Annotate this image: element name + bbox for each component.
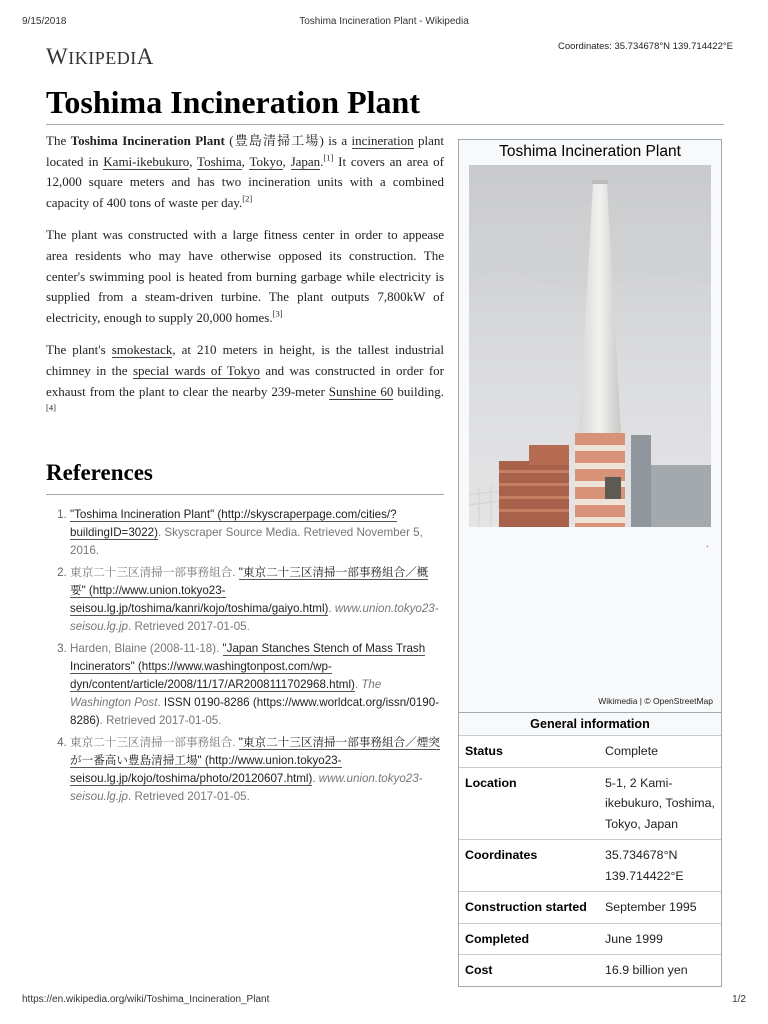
reference-author: 東京二十三区清掃一部事務組合. [70, 566, 239, 579]
logo-letter-first: W [46, 44, 69, 69]
row-label: Completed [459, 923, 599, 955]
text-run: (豊島清掃工場) is a [224, 133, 352, 148]
reference-issn-link[interactable]: ISSN 0190-8286 (https://www.worldcat.org/issn/0190-8286) [70, 696, 440, 727]
link-sunshine-60[interactable]: Sunshine 60 [328, 383, 394, 399]
reference-link[interactable]: "Toshima Incineration Plant" (http://skyscraperpage.com/cities/?buildingID=3022) [70, 508, 397, 539]
reference-link[interactable]: "Japan Stanches Stench of Mass Trash Incinerators" (https://www.washingtonpost.com/wp-dyn/content/article/2008/11/17/AR2008111702968.html) [70, 642, 426, 691]
reference-site: www.union.tokyo23-seisou.lg.jp [70, 602, 439, 633]
wikipedia-logo[interactable] [46, 44, 154, 70]
row-value: Complete [599, 736, 721, 768]
link-incineration[interactable]: incineration [351, 133, 414, 148]
coordinates-indicator[interactable]: Coordinates: 35.734678°N 139.714422°E [557, 41, 733, 52]
text-run: . [320, 153, 324, 169]
text-run: , [189, 153, 198, 169]
reference-link[interactable]: "東京二十三区清掃一部事務組合／煙突が一番高い豊島清掃工場" (http://www.union.tokyo23-seisou.lg.jp/kojo/toshima/photo/20120607.html) [70, 736, 440, 785]
reference-text: . [328, 602, 335, 615]
reference-text: . Retrieved 2017-01-05. [128, 790, 250, 803]
reference-text: . [157, 696, 164, 709]
references-heading: References [46, 460, 153, 485]
link-smokestack[interactable]: smokestack [111, 342, 173, 358]
row-label: Location [459, 767, 599, 840]
link-kami-ikebukuro[interactable]: Kami-ikebukuro [103, 153, 190, 169]
print-footer [22, 994, 746, 1008]
link-toshima[interactable]: Toshima [197, 153, 242, 169]
building-right [631, 435, 651, 527]
text-run: The plant's [46, 342, 112, 358]
print-url: https://en.wikipedia.org/wiki/Toshima_Incineration_Plant [22, 994, 270, 1005]
reference-text: . [312, 772, 319, 785]
text-run: , [241, 153, 250, 169]
text-run: The [46, 133, 71, 148]
text-run: The plant was constructed with a large fitness center in order to appease area residents who may have otherwise opposed its construction. The center's swimming pool is heated from burning garbage while electricity is supplied from a steam-driven turbine. The plant outputs 7,800kW of electricity, enough to supply 20,000 homes. [46, 227, 444, 325]
reference-text: . Retrieved 2017-01-05. [128, 620, 250, 633]
row-label: Status [459, 736, 599, 768]
citation-3[interactable]: [3] [272, 308, 283, 319]
row-value: 16.9 billion yen [599, 955, 721, 986]
row-label: Construction started [459, 892, 599, 924]
text-run: , [282, 153, 291, 169]
text-run: building. [393, 383, 444, 399]
logo-letter-last: A [136, 44, 154, 69]
text-run: , at 210 meters in height, is the tallest industrial chimney in the [46, 342, 445, 378]
smokestack-photo[interactable] [469, 165, 711, 527]
reference-item [70, 506, 444, 560]
building-left-upper [529, 445, 569, 465]
infobox-title: Toshima Incineration Plant [499, 143, 681, 160]
row-value: September 1995 [599, 892, 721, 924]
reference-text: . [354, 678, 362, 691]
infobox-row-location [459, 767, 721, 840]
citation-1[interactable]: [1] [323, 152, 334, 163]
reference-author: Harden, Blaine (2008-11-18). [70, 642, 223, 655]
infobox-table [459, 735, 721, 986]
link-japan[interactable]: Japan [290, 153, 321, 169]
reference-item [70, 640, 444, 730]
title-divider [46, 124, 724, 125]
paragraph-construction [46, 225, 444, 328]
print-page-number: 1/2 [732, 994, 746, 1005]
logo-letters-middle: IKIPEDI [68, 48, 137, 68]
row-value: June 1999 [599, 923, 721, 955]
infobox-row-coordinates [459, 840, 721, 892]
infobox-section-header: General information [459, 712, 721, 735]
print-title: Toshima Incineration Plant - Wikipedia [299, 16, 469, 27]
infobox-row-status [459, 736, 721, 768]
citation-4[interactable]: [4] [46, 402, 56, 413]
bold-subject: Toshima Incineration Plant [70, 133, 225, 148]
base-sign [605, 477, 621, 499]
text-run: and was constructed in order for exhaust from the plant to clear the nearby 239-meter [46, 362, 444, 399]
infobox-row-completed [459, 923, 721, 955]
chimney-top [592, 180, 608, 184]
print-date: 9/15/2018 [22, 16, 67, 27]
row-label: Coordinates [459, 840, 599, 892]
references-divider [46, 494, 444, 495]
infobox [458, 139, 722, 987]
paragraph-smokestack [46, 340, 444, 422]
reference-text: . Retrieved 2017-01-05. [99, 714, 222, 727]
references-list [46, 506, 444, 810]
reference-site: www.union.tokyo23-seisou.lg.jp [70, 772, 423, 803]
building-right-2 [651, 465, 711, 527]
location-map[interactable] [459, 527, 721, 712]
row-value: 5-1, 2 Kami-ikebukuro, Toshima, Tokyo, Japan [599, 767, 721, 840]
reference-publisher: The Washington Post [70, 678, 382, 709]
row-value[interactable]: 35.734678°N 139.714422°E [599, 840, 721, 892]
reference-author: 東京二十三区清掃一部事務組合. [70, 736, 239, 749]
map-credit[interactable]: Wikimedia | © OpenStreetMap [598, 696, 713, 706]
reference-item [70, 734, 444, 806]
infobox-row-cost [459, 955, 721, 986]
citation-2[interactable]: [2] [242, 193, 253, 204]
reference-item [70, 564, 444, 636]
print-header [22, 16, 746, 30]
infobox-row-construction [459, 892, 721, 924]
text-run: It covers an area of 12,000 square meters and has two incineration units with a combined capacity of 400 tons of waste per day. [46, 153, 445, 210]
link-special-wards[interactable]: special wards of Tokyo [132, 362, 260, 378]
reference-link[interactable]: "東京二十三区清掃一部事務組合／概要" (http://www.union.tokyo23-seisou.lg.jp/toshima/kanri/kojo/toshima/gaiyo.html) [70, 566, 429, 615]
page-title: Toshima Incineration Plant [46, 84, 420, 120]
reference-text: . Skyscraper Source Media. Retrieved November 5, 2016. [70, 526, 423, 557]
text-run: plant located in [46, 133, 444, 169]
map-marker-icon: · [705, 541, 709, 552]
row-label: Cost [459, 955, 599, 986]
link-tokyo[interactable]: Tokyo [249, 153, 283, 169]
paragraph-intro [46, 131, 444, 213]
article-body [46, 131, 444, 435]
